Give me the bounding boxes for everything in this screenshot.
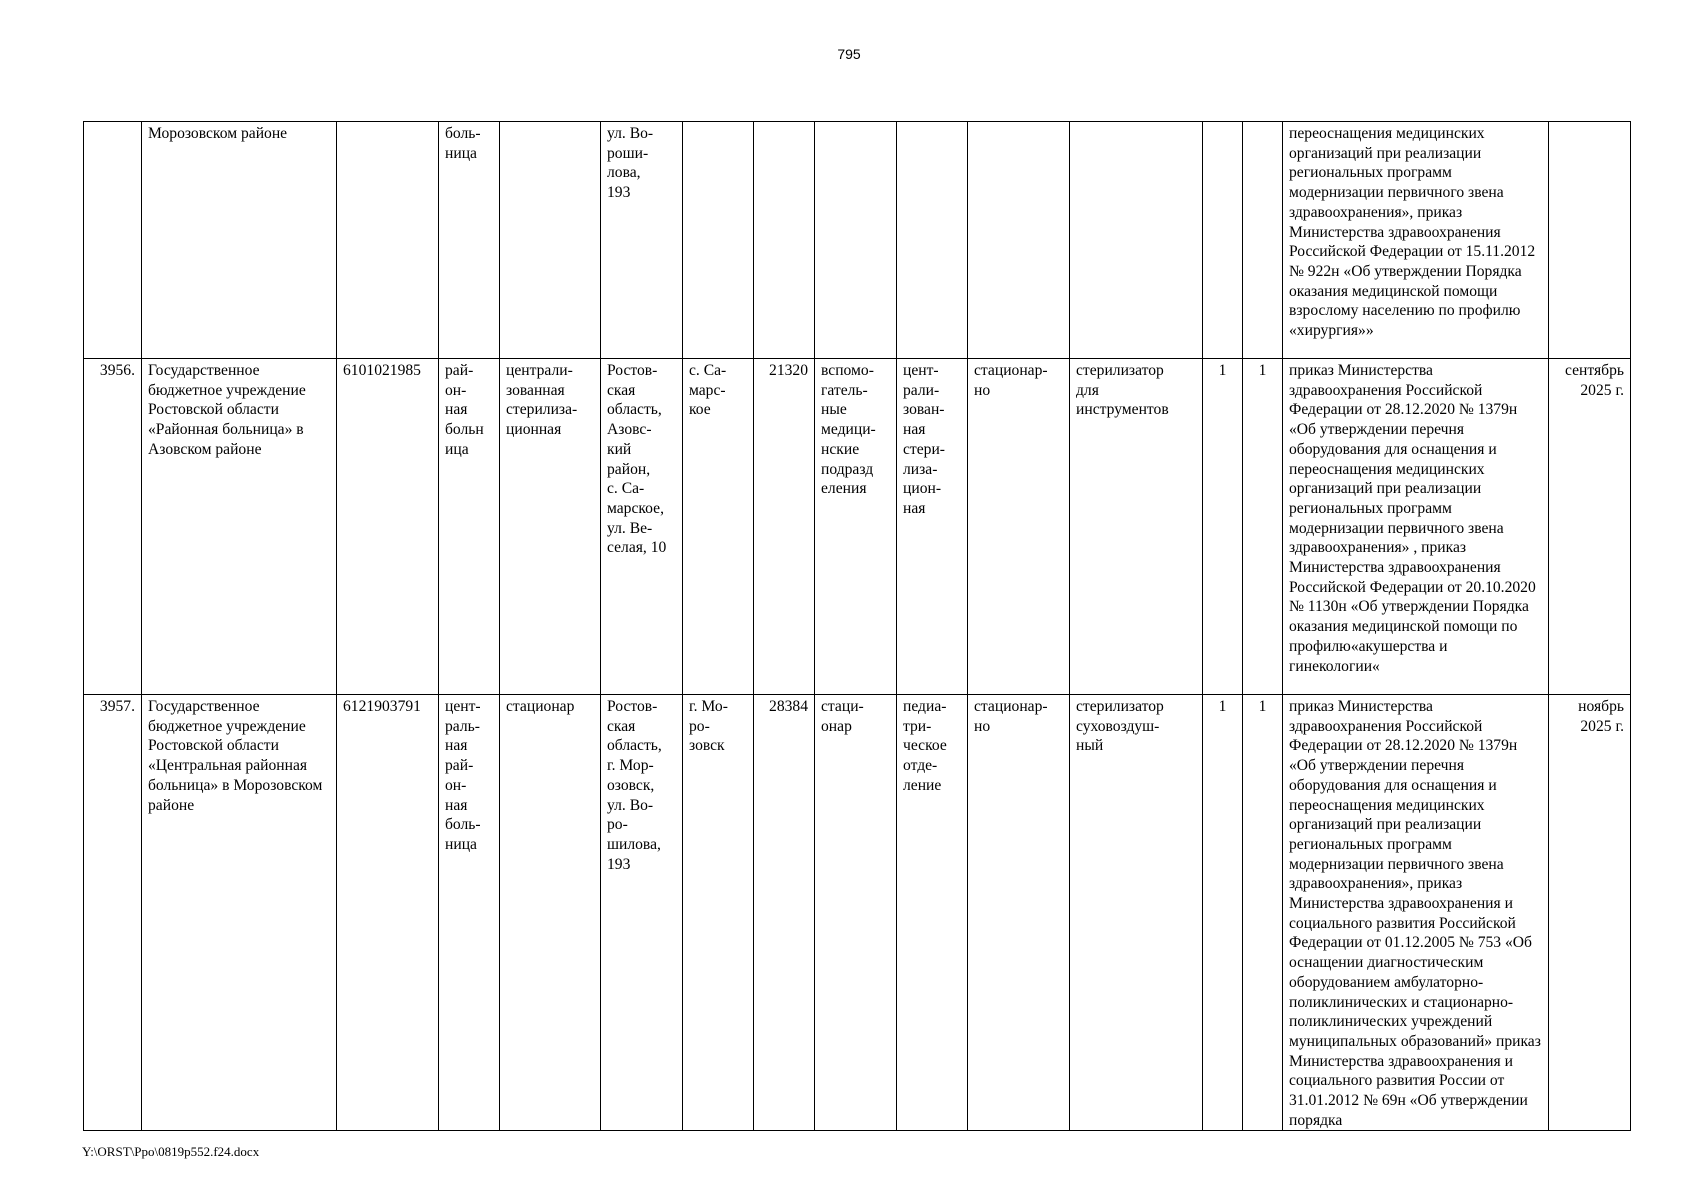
cell-unit-kind: стаци- онар xyxy=(815,695,897,1131)
equipment-registry-table xyxy=(83,121,1631,1131)
cell-number xyxy=(84,122,142,359)
cell-date: ноябрь 2025 г. xyxy=(1549,695,1631,1131)
table-row xyxy=(84,122,1631,359)
cell-qty-2 xyxy=(1243,122,1283,359)
cell-organization: Морозовском районе xyxy=(142,122,337,359)
cell-equipment: стерилизатор для инструментов xyxy=(1070,359,1203,695)
cell-qty-1 xyxy=(1203,122,1243,359)
cell-unit-kind xyxy=(815,122,897,359)
cell-care-form: стационар- но xyxy=(968,695,1070,1131)
cell-code: 28384 xyxy=(754,695,815,1131)
cell-unit-kind: вспомо- гатель- ные медици- нские подразд еления xyxy=(815,359,897,695)
cell-inn: 6101021985 xyxy=(337,359,439,695)
page-number: 795 xyxy=(837,46,861,62)
cell-locality: г. Мо- ро- зовск xyxy=(683,695,754,1131)
cell-legal-basis: приказ Министерства здравоохранения Российской Федерации от 28.12.2020 № 1379н «Об утверждении перечня оборудования для оснащения и переоснащения медицинских организаций при реализации региональных программ модернизации первичного звена здравоохранения», приказ Министерства здравоохранения и социального развития Российской Федерации от 01.12.2005 № 753 «Об оснащении диагностическим оборудованием амбулаторно-поликлинических и стационарно-поликлинических учреждений муниципальных образований» приказ Министерства здравоохранения и социального развития России от 31.01.2012 № 69н «Об утверждении порядка xyxy=(1283,695,1549,1131)
table-row xyxy=(84,695,1631,1131)
cell-organization: Государственное бюджетное учреждение Ростовской области «Центральная районная больница» в Морозовском районе xyxy=(142,695,337,1131)
cell-address: ул. Во- роши- лова, 193 xyxy=(601,122,683,359)
cell-qty-2: 1 xyxy=(1243,359,1283,695)
cell-care-form xyxy=(968,122,1070,359)
cell-legal-basis: приказ Министерства здравоохранения Российской Федерации от 28.12.2020 № 1379н «Об утверждении перечня оборудования для оснащения и переоснащения медицинских организаций при реализации региональных программ модернизации первичного звена здравоохранения» , приказ Министерства здравоохранения Российской Федерации от 20.10.2020 № 1130н «Об утверждении Порядка оказания медицинской помощи по профилю«акушерства и гинекологии« xyxy=(1283,359,1549,695)
cell-qty-2: 1 xyxy=(1243,695,1283,1131)
cell-equipment: стерилизатор суховоздуш- ный xyxy=(1070,695,1203,1131)
cell-inn: 6121903791 xyxy=(337,695,439,1131)
cell-inn xyxy=(337,122,439,359)
cell-code xyxy=(754,122,815,359)
cell-address: Ростов- ская область, г. Мор- озовск, ул. Во- ро- шилова, 193 xyxy=(601,695,683,1131)
cell-org-type: цент- раль- ная рай- он- ная боль- ница xyxy=(439,695,500,1131)
cell-date: сентябрь 2025 г. xyxy=(1549,359,1631,695)
cell-org-type: рай- он- ная больн ица xyxy=(439,359,500,695)
cell-equipment xyxy=(1070,122,1203,359)
cell-unit: централи- зованная стерилиза- ционная xyxy=(500,359,601,695)
cell-date xyxy=(1549,122,1631,359)
cell-unit xyxy=(500,122,601,359)
cell-department: педиа- три- ческое отде- ление xyxy=(897,695,968,1131)
table-row xyxy=(84,359,1631,695)
cell-locality xyxy=(683,122,754,359)
cell-org-type: боль- ница xyxy=(439,122,500,359)
cell-organization: Государственное бюджетное учреждение Ростовской области «Районная больница» в Азовском районе xyxy=(142,359,337,695)
cell-department xyxy=(897,122,968,359)
cell-legal-basis: переоснащения медицинских организаций при реализации региональных программ модернизации первичного звена здравоохранения», приказ Министерства здравоохранения Российской Федерации от 15.11.2012 № 922н «Об утверждении Порядка оказания медицинской помощи взрослому населению по профилю «хирургия»» xyxy=(1283,122,1549,359)
cell-address: Ростов- ская область, Азовс- кий район, с. Са- марское, ул. Ве- селая, 10 xyxy=(601,359,683,695)
file-path-footer: Y:\ORST\Ppo\0819p552.f24.docx xyxy=(82,1144,260,1159)
cell-qty-1: 1 xyxy=(1203,695,1243,1131)
cell-qty-1: 1 xyxy=(1203,359,1243,695)
cell-unit: стационар xyxy=(500,695,601,1131)
cell-locality: с. Са- марс- кое xyxy=(683,359,754,695)
cell-number: 3956. xyxy=(84,359,142,695)
cell-code: 21320 xyxy=(754,359,815,695)
cell-care-form: стационар- но xyxy=(968,359,1070,695)
cell-department: цент- рали- зован- ная стери- лиза- цион- ная xyxy=(897,359,968,695)
cell-number: 3957. xyxy=(84,695,142,1131)
